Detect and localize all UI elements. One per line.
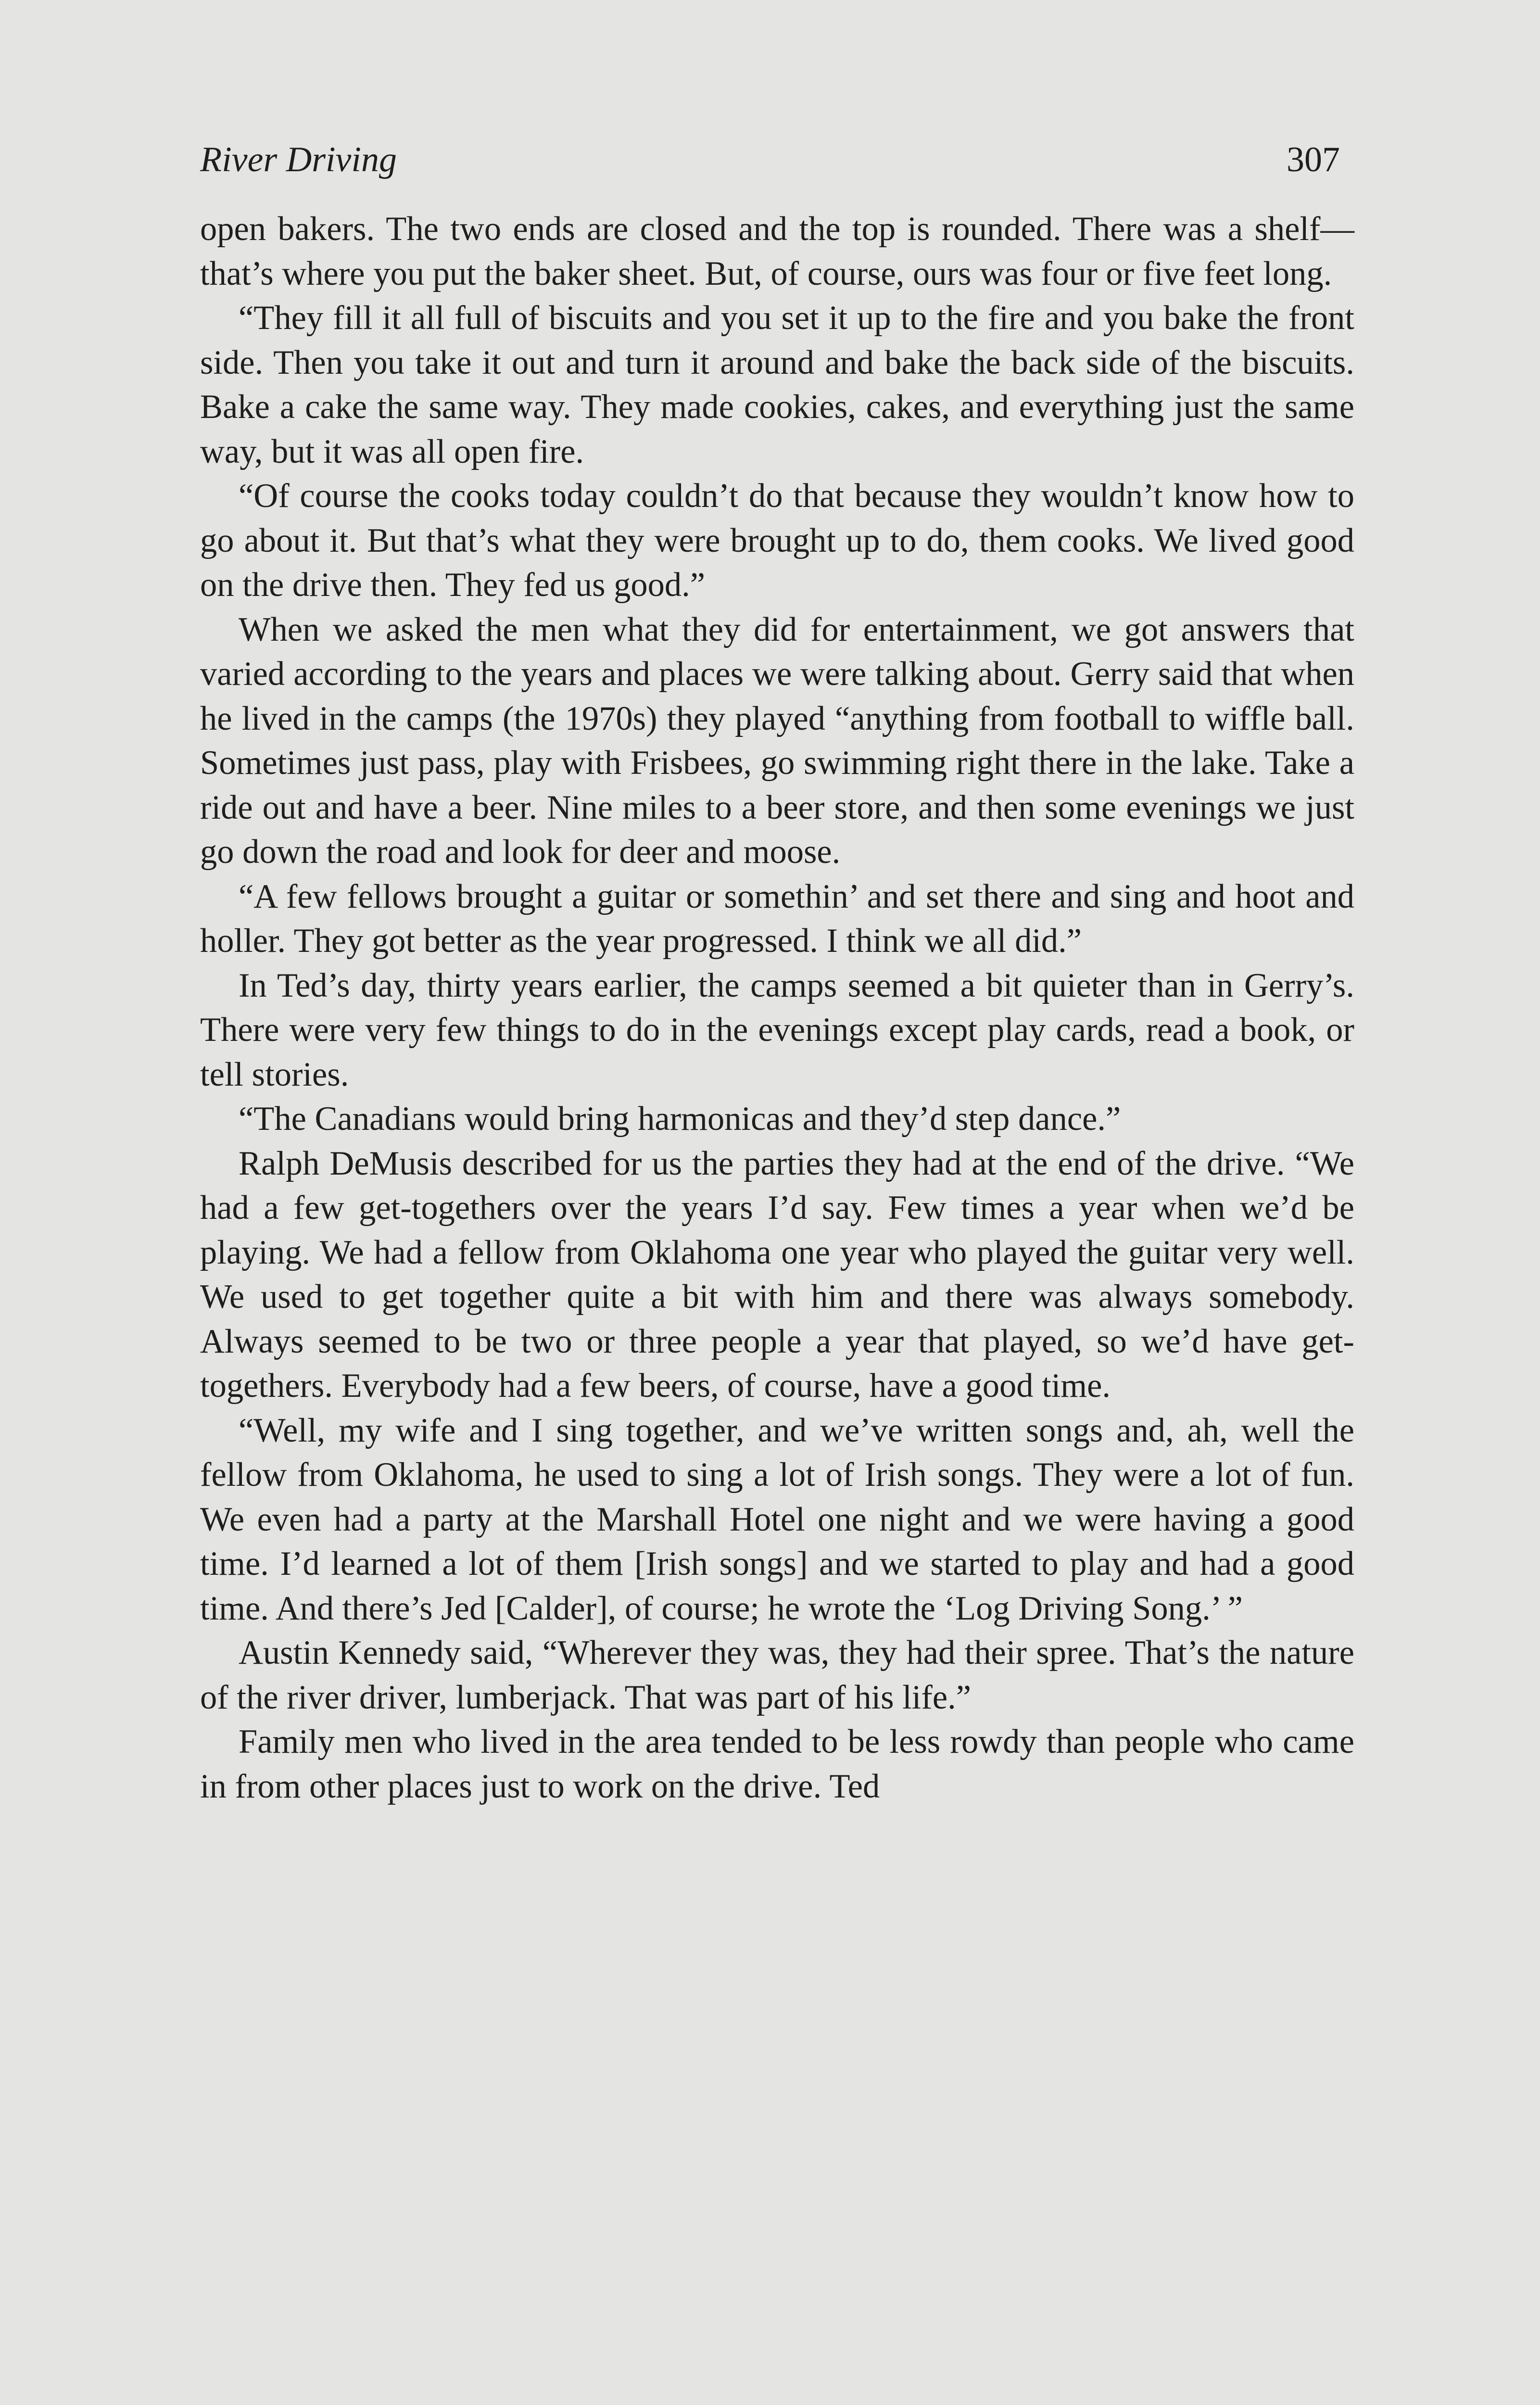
- paragraph: “A few fellows brought a guitar or somethin’ and set there and sing and hoot and holler. They got better as the year progressed. I think we all did.”: [200, 877, 1354, 960]
- paragraph: When we asked the men what they did for entertainment, we got answers that varied according to the years and places we were talking about. Gerry said that when he lived in the camps (the 1970s) they played “anything from football to wiffle ball. Sometimes just pass, play with Frisbees, go swimming right there in the lake. Take a ride out and have a beer. Nine miles to a beer store, and then some evenings we just go down the road and look for deer and moose.: [200, 610, 1354, 871]
- paragraph: “They fill it all full of biscuits and you set it up to the fire and you bake the front side. Then you take it out and turn it around and bake the back side of the biscuits. Bake a cake the same way. They made cookies, cakes, and everything just the same way, but it was all open fire.: [200, 299, 1354, 470]
- running-head: River Driving: [200, 140, 397, 179]
- paragraph: “Of course the cooks today couldn’t do that because they wouldn’t know how to go about it. But that’s what they were brought up to do, them cooks. We lived good on the drive then. They fed us good.”: [200, 477, 1354, 604]
- paragraph: Family men who lived in the area tended to be less rowdy than people who came in from other places just to work on the drive. Ted: [200, 1723, 1354, 1805]
- paragraph: In Ted’s day, thirty years earlier, the camps seemed a bit quieter than in Gerry’s. There were very few things to do in the evenings except play cards, read a book, or tell stories.: [200, 966, 1354, 1093]
- paragraph: Ralph DeMusis described for us the parties they had at the end of the drive. “We had a few get-togethers over the years I’d say. Few times a year when we’d be playing. We had a fellow from Oklahoma one year who played the guitar very well. We used to get together quite a bit with him and there was always somebody. Always seemed to be two or three people a year that played, so we’d have get-togethers. Everybody had a few beers, of course, have a good time.: [200, 1144, 1354, 1405]
- body-text: [200, 207, 1354, 1809]
- paragraph: “The Canadians would bring harmonicas and they’d step dance.”: [239, 1100, 1121, 1138]
- paragraph: open bakers. The two ends are closed and the top is rounded. There was a shelf—that’s where you put the baker sheet. But, of course, ours was four or five feet long.: [200, 210, 1354, 292]
- paragraph: “Well, my wife and I sing together, and we’ve written songs and, ah, well the fellow from Oklahoma, he used to sing a lot of Irish songs. They were a lot of fun. We even had a party at the Marshall Hotel one night and we were having a good time. I’d learned a lot of them [Irish songs] and we started to play and had a good time. And there’s Jed [Calder], of course; he wrote the ‘Log Driving Song.’ ”: [200, 1411, 1354, 1627]
- page-header: [200, 139, 1340, 192]
- page-number: 307: [1287, 140, 1340, 179]
- paragraph: Austin Kennedy said, “Wherever they was, they had their spree. That’s the nature of the river driver, lumberjack. That was part of his life.”: [200, 1634, 1354, 1716]
